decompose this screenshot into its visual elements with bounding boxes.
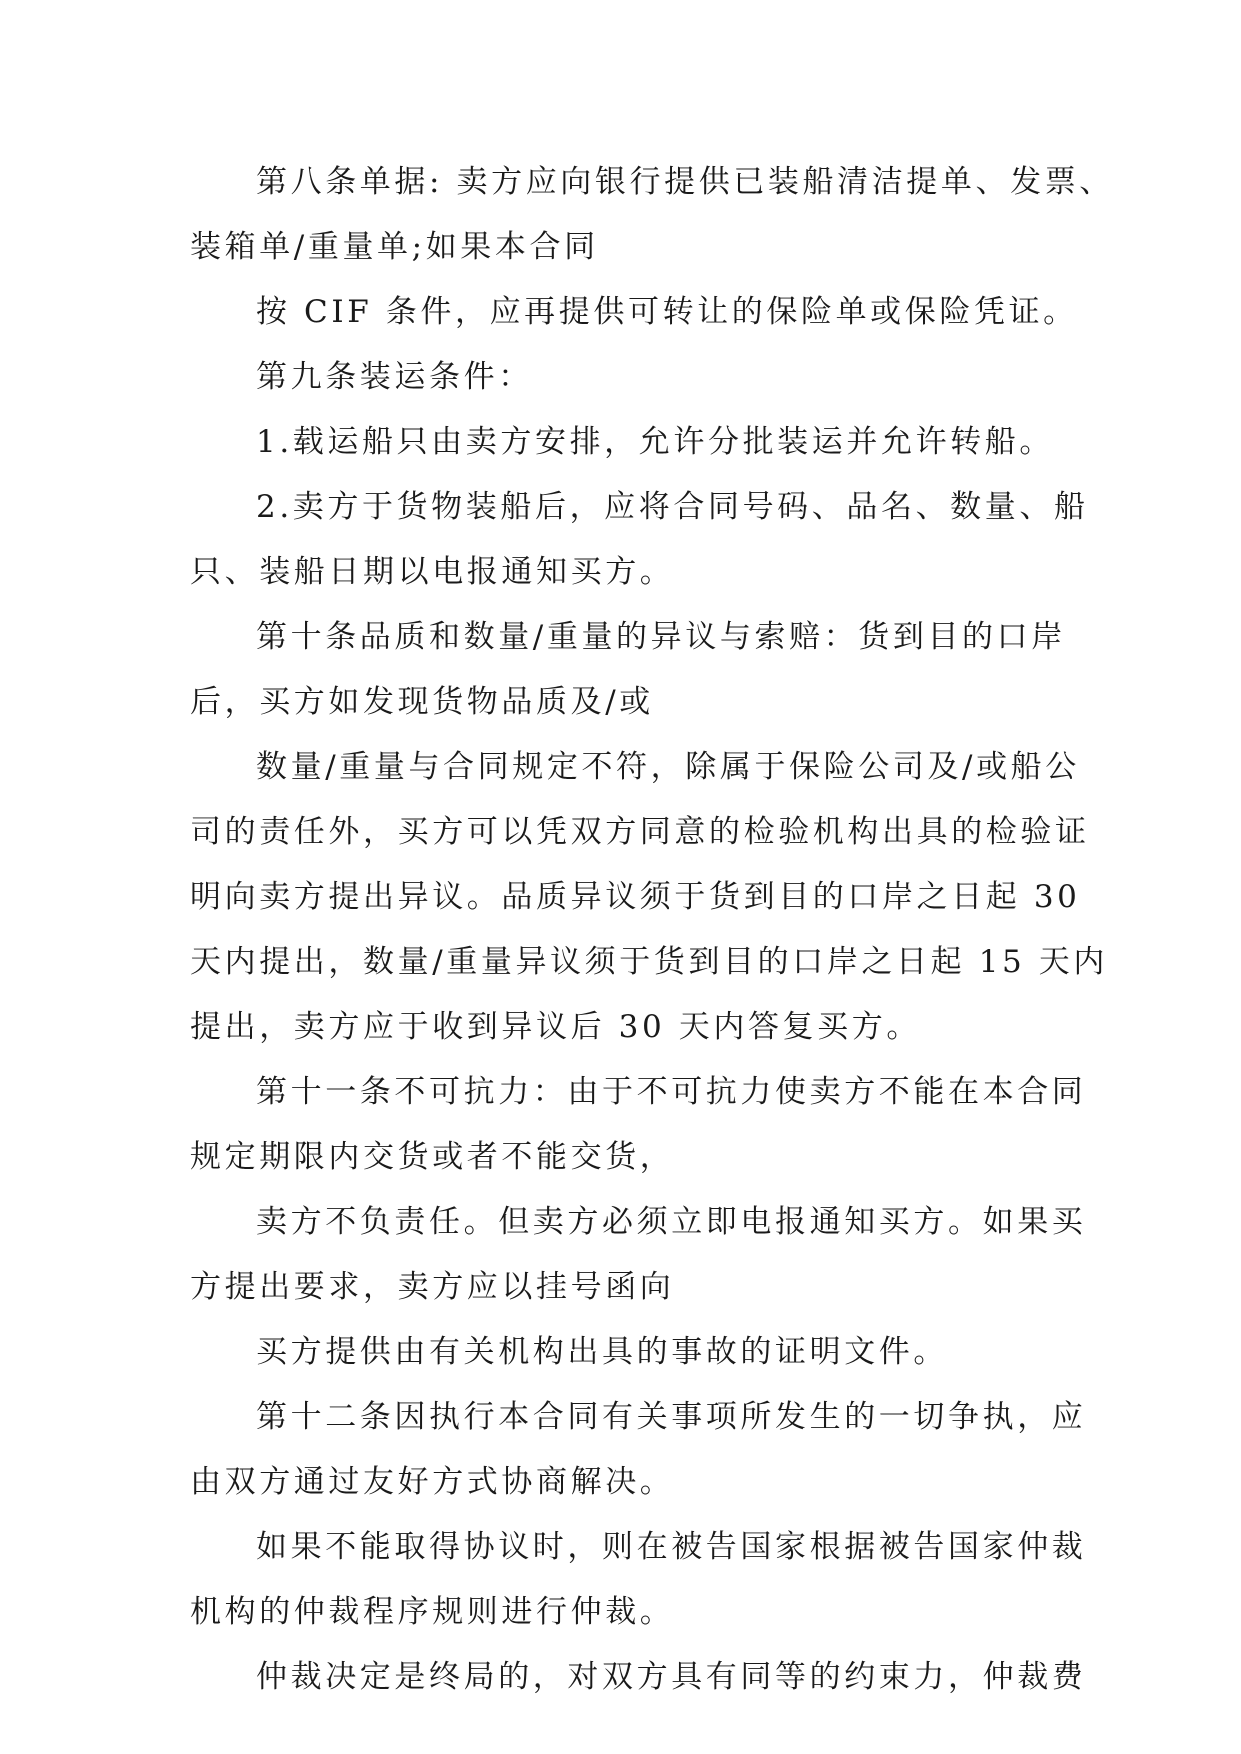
text-line: 卖方不负责任。但卖方必须立即电报通知买方。如果买 — [256, 1204, 1087, 1240]
text-line: 后，买方如发现货物品质及/或 — [190, 684, 654, 720]
text-line: 第十一条不可抗力：由于不可抗力使卖方不能在本合同 — [256, 1074, 1087, 1110]
text-line: 由双方通过友好方式协商解决。 — [190, 1464, 675, 1500]
document-body — [190, 150, 1114, 1710]
text-line: 装箱单/重量单;如果本合同 — [190, 229, 599, 265]
text-line: 2.卖方于货物装船后，应将合同号码、品名、数量、船 — [256, 489, 1089, 525]
text-line: 仲裁决定是终局的，对双方具有同等的约束力，仲裁费 — [256, 1659, 1087, 1695]
text-line: 提出，卖方应于收到异议后 30 天内答复买方。 — [190, 1009, 921, 1045]
text-line: 按 CIF 条件，应再提供可转让的保险单或保险凭证。 — [256, 294, 1078, 330]
text-line: 明向卖方提出异议。品质异议须于货到目的口岸之日起 30 — [190, 879, 1081, 915]
text-line: 第八条单据: 卖方应向银行提供已装船清洁提单、发票、 — [256, 164, 1114, 200]
text-line: 1.载运船只由卖方安排，允许分批装运并允许转船。 — [256, 424, 1054, 460]
text-line: 司的责任外，买方可以凭双方同意的检验机构出具的检验证 — [190, 814, 1090, 850]
text-line: 天内提出，数量/重量异议须于货到目的口岸之日起 15 天内 — [190, 944, 1108, 980]
text-line: 数量/重量与合同规定不符，除属于保险公司及/或船公 — [256, 749, 1080, 785]
text-line: 第十条品质和数量/重量的异议与索赔：货到目的口岸 — [256, 619, 1066, 655]
text-line: 如果不能取得协议时，则在被告国家根据被告国家仲裁 — [256, 1529, 1087, 1565]
text-line: 第九条装运条件： — [256, 359, 533, 395]
text-line: 只、装船日期以电报通知买方。 — [190, 554, 675, 590]
text-line: 方提出要求，卖方应以挂号函向 — [190, 1269, 675, 1305]
text-line: 第十二条因执行本合同有关事项所发生的一切争执，应 — [256, 1399, 1087, 1435]
text-line: 机构的仲裁程序规则进行仲裁。 — [190, 1594, 675, 1630]
text-line: 买方提供由有关机构出具的事故的证明文件。 — [256, 1334, 948, 1370]
text-line: 规定期限内交货或者不能交货， — [190, 1139, 675, 1175]
